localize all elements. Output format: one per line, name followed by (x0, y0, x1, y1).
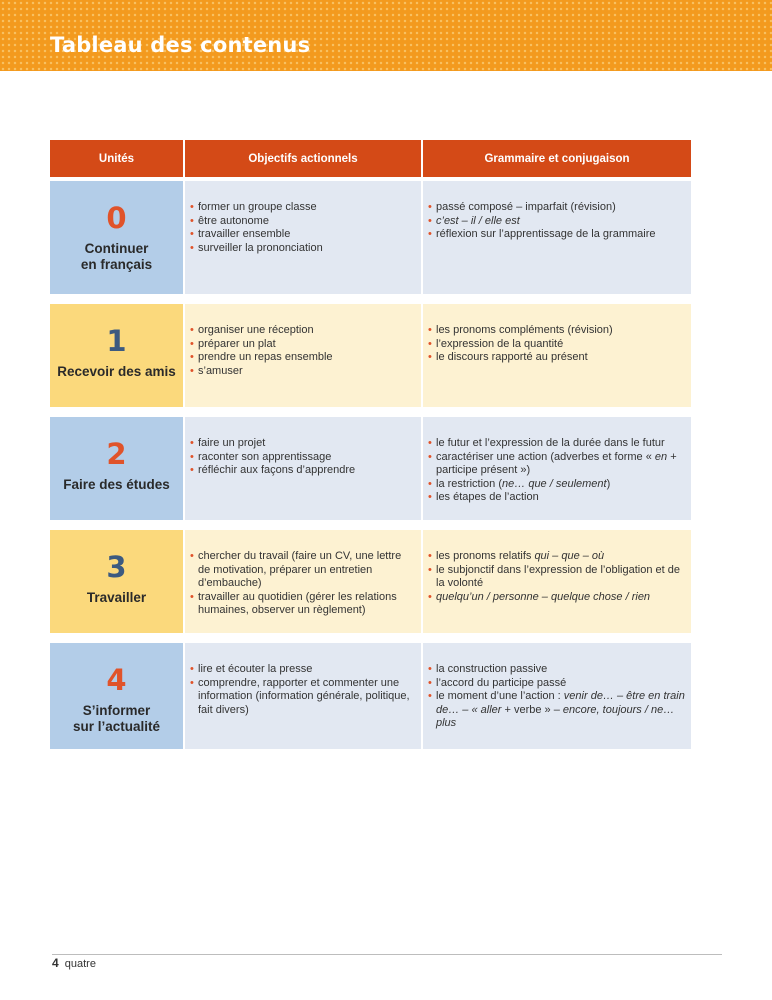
bullet-icon: • (190, 241, 194, 254)
unit-title-line: Recevoir des amis (57, 364, 176, 379)
unit-number: 2 (106, 437, 127, 471)
page-number: 4 (52, 956, 59, 970)
objective-text: réfléchir aux façons d’apprendre (198, 464, 356, 477)
bullet-icon: • (428, 214, 432, 227)
bullet-icon: • (190, 324, 194, 336)
grammar-text: ) (606, 477, 611, 490)
grammar-text: venir de… – être en train de… – « aller (436, 690, 685, 716)
table-row (50, 643, 691, 749)
grammar-text: le subjonctif dans l’expression de l’obligation et de la volonté (436, 563, 680, 590)
unit-title-line: Travailler (86, 590, 147, 605)
grammar-cell (423, 304, 691, 407)
table-body (50, 181, 691, 749)
objective-text: prendre un repas ensemble (198, 351, 333, 364)
objective-text: préparer un plat (198, 337, 276, 350)
grammar-text: encore, toujours / ne… plus (436, 703, 675, 730)
table-row (50, 530, 691, 633)
unit-number: 1 (106, 324, 127, 358)
grammar-text: l’expression de la quantité (436, 337, 564, 350)
bullet-icon: • (428, 676, 432, 689)
bullet-icon: • (428, 477, 432, 490)
grammar-text: les pronoms compléments (révision) (436, 324, 613, 336)
bullet-icon: • (428, 201, 432, 213)
objective-text: travailler ensemble (198, 228, 291, 241)
grammar-item (428, 437, 685, 451)
objective-item (190, 677, 415, 718)
bullet-icon: • (428, 663, 432, 675)
unit-title-line: S’informer (82, 703, 151, 718)
bullet-icon: • (190, 450, 194, 463)
bullet-icon: • (190, 351, 194, 364)
objective-item (190, 201, 415, 215)
header-banner (0, 0, 772, 71)
grammar-text: c’est – il / elle est (436, 214, 520, 227)
grammar-cell (423, 530, 691, 633)
objective-item (190, 663, 415, 677)
grammar-item (428, 663, 685, 677)
grammar-text: les étapes de l’action (436, 491, 539, 504)
grammar-item (428, 677, 685, 691)
column-header-objectives: Objectifs actionnels (185, 140, 421, 177)
grammar-text: le discours rapporté au présent (436, 351, 588, 364)
objective-cell (185, 181, 421, 294)
table-header-row (50, 140, 691, 177)
grammar-cell (423, 643, 691, 749)
bullet-icon: • (190, 676, 194, 689)
objective-text: comprendre, rapporter et commenter une information (information générale, politique, fait divers) (198, 676, 410, 716)
unit-title (81, 241, 152, 273)
objective-text: lire et écouter la presse (198, 663, 313, 675)
grammar-item (428, 451, 685, 478)
objective-item (190, 324, 415, 338)
grammar-item (428, 201, 685, 215)
objective-text: faire un projet (198, 437, 266, 449)
objective-text: organiser une réception (198, 324, 314, 336)
bullet-icon: • (428, 690, 432, 703)
objective-item (190, 437, 415, 451)
bullet-icon: • (428, 590, 432, 603)
grammar-item (428, 690, 685, 731)
grammar-text: réflexion sur l’apprentissage de la grammaire (436, 228, 656, 241)
bullet-icon: • (428, 324, 432, 336)
page-number-word: quatre (64, 958, 96, 970)
table-row (50, 417, 691, 520)
grammar-text: caractériser une action (adverbes et forme « (436, 450, 655, 463)
objective-text: surveiller la prononciation (198, 241, 323, 254)
bullet-icon: • (428, 563, 432, 576)
footer-rule (52, 954, 722, 955)
bullet-icon: • (428, 228, 432, 241)
bullet-icon: • (190, 201, 194, 213)
bullet-icon: • (190, 550, 194, 562)
grammar-text: qui – que – où (534, 550, 605, 562)
grammar-item (428, 338, 685, 352)
unit-number: 3 (106, 550, 127, 584)
grammar-item (428, 564, 685, 591)
bullet-icon: • (190, 464, 194, 477)
grammar-item (428, 215, 685, 229)
objective-text: former un groupe classe (198, 201, 317, 213)
objective-item (190, 215, 415, 229)
unit-cell (50, 417, 183, 520)
objective-cell (185, 417, 421, 520)
unit-number: 4 (106, 663, 127, 697)
grammar-text: + participe présent ») (436, 450, 677, 477)
objective-item (190, 365, 415, 379)
grammar-text: quelqu’un / personne – quelque chose / rien (436, 590, 651, 603)
objective-item (190, 228, 415, 242)
objective-text: raconter son apprentissage (198, 450, 332, 463)
grammar-text: la construction passive (436, 663, 548, 675)
bullet-icon: • (428, 450, 432, 463)
unit-title (87, 590, 146, 606)
grammar-text: passé composé – imparfait (révision) (436, 201, 616, 213)
unit-title (73, 703, 160, 735)
objective-item (190, 591, 415, 618)
bullet-icon: • (190, 214, 194, 227)
objective-text: être autonome (198, 214, 269, 227)
column-header-grammar: Grammaire et conjugaison (423, 140, 691, 177)
objective-cell (185, 304, 421, 407)
grammar-text: le futur et l’expression de la durée dans le futur (436, 437, 665, 449)
unit-title (57, 364, 176, 380)
grammar-item (428, 550, 685, 564)
grammar-text: le moment d’une l’action : (436, 690, 564, 703)
objective-text: s’amuser (198, 364, 243, 377)
grammar-item (428, 478, 685, 492)
bullet-icon: • (190, 364, 194, 377)
bullet-icon: • (190, 590, 194, 603)
table-row (50, 181, 691, 294)
unit-cell (50, 304, 183, 407)
bullet-icon: • (428, 351, 432, 364)
objective-item (190, 451, 415, 465)
grammar-text: ne… que / seulement (502, 477, 607, 490)
bullet-icon: • (428, 437, 432, 449)
bullet-icon: • (190, 663, 194, 675)
grammar-text: en (654, 450, 668, 463)
grammar-text: + verbe » – (501, 703, 563, 716)
objective-item (190, 550, 415, 591)
objective-item (190, 351, 415, 365)
grammar-item (428, 491, 685, 505)
objective-item (190, 338, 415, 352)
contents-table (50, 140, 691, 749)
grammar-text: les pronoms relatifs (436, 550, 535, 562)
bullet-icon: • (428, 491, 432, 504)
bullet-icon: • (428, 550, 432, 562)
grammar-item (428, 324, 685, 338)
bullet-icon: • (190, 228, 194, 241)
unit-title-line: en français (80, 257, 153, 272)
table-row (50, 304, 691, 407)
unit-title-line: sur l’actualité (72, 719, 161, 734)
objective-text: travailler au quotidien (gérer les relations humaines, observer un règlement) (198, 590, 397, 617)
unit-cell (50, 530, 183, 633)
unit-number: 0 (106, 201, 127, 235)
grammar-item (428, 351, 685, 365)
page-title: Tableau des contenus (50, 33, 311, 57)
objective-cell (185, 643, 421, 749)
page-footer (52, 956, 96, 970)
unit-cell (50, 181, 183, 294)
bullet-icon: • (190, 437, 194, 449)
objective-item (190, 242, 415, 256)
objective-item (190, 464, 415, 478)
bullet-icon: • (190, 337, 194, 350)
unit-cell (50, 643, 183, 749)
column-header-units: Unités (50, 140, 183, 177)
grammar-item (428, 591, 685, 605)
grammar-cell (423, 181, 691, 294)
unit-title-line: Continuer (84, 241, 149, 256)
bullet-icon: • (428, 337, 432, 350)
grammar-text: la restriction ( (436, 477, 503, 490)
objective-cell (185, 530, 421, 633)
unit-title (63, 477, 170, 493)
objective-text: chercher du travail (faire un CV, une lettre de motivation, préparer un entretien d’embauche) (198, 550, 402, 590)
grammar-cell (423, 417, 691, 520)
unit-title-line: Faire des études (63, 477, 170, 492)
grammar-item (428, 228, 685, 242)
grammar-text: l’accord du participe passé (436, 676, 567, 689)
